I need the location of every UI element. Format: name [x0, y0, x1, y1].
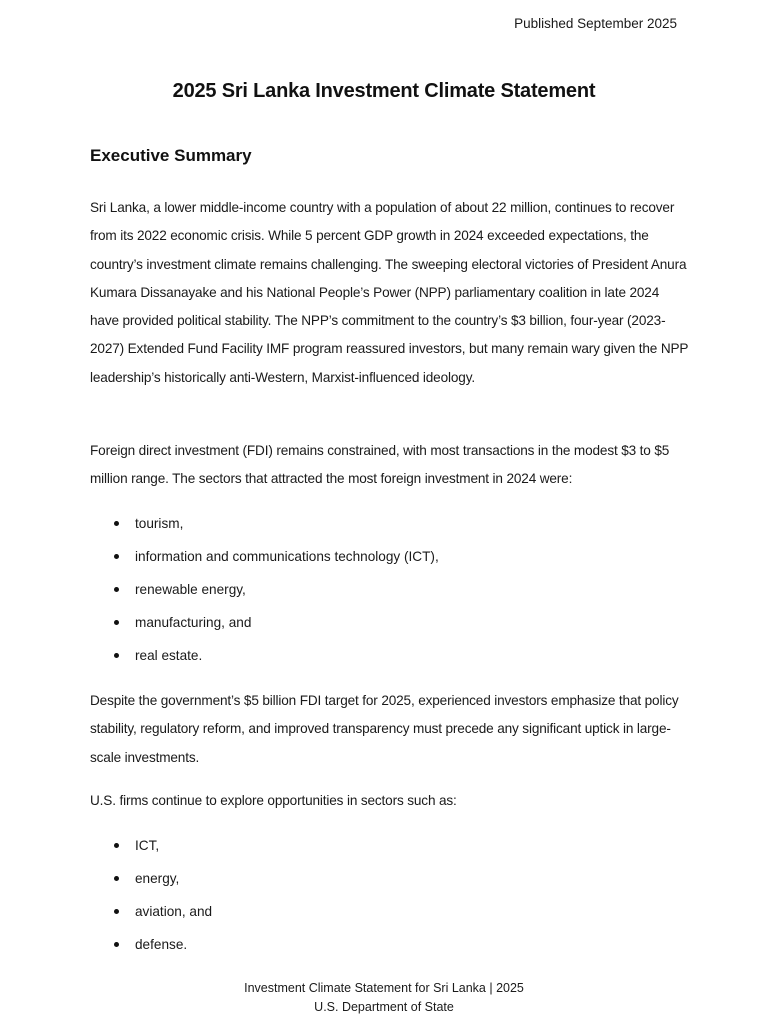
list-item: information and communications technology (ICT),: [90, 547, 439, 580]
bullet-icon: [114, 653, 119, 658]
list-item: aviation, and: [90, 902, 212, 935]
list-item: real estate.: [90, 646, 439, 679]
paragraph-fdi-target: Despite the government’s $5 billion FDI target for 2025, experienced investors emphasize that policy stability, regulatory reform, and improved transparency must precede any significant uptick in large-scale investments.: [90, 693, 679, 765]
footer-title: Investment Climate Statement for Sri Lanka | 2025: [244, 981, 524, 995]
section-heading-executive-summary: Executive Summary: [90, 146, 252, 165]
paragraph-overview: Sri Lanka, a lower middle-income country with a population of about 22 million, continues to recover from its 2022 economic crisis. While 5 percent GDP growth in 2024 exceeded expectations, the country’s investment climate remains challenging. The sweeping electoral victories of President Anura Kumara Dissanayake and his National People’s Power (NPP) parliamentary coalition in late 2024 have provided political stability. The NPP’s commitment to the country’s $3 billion, four-year (2023-2027) Extended Fund Facility IMF program reassured investors, but many remain wary given the NPP leadership’s historically anti-Western, Marxist-influenced ideology.: [90, 200, 689, 385]
list-item: energy,: [90, 869, 212, 902]
list-item: tourism,: [90, 514, 439, 547]
bullet-icon: [114, 587, 119, 592]
list-item: renewable energy,: [90, 580, 439, 613]
paragraph-fdi: Foreign direct investment (FDI) remains constrained, with most transactions in the modest $3 to $5 million range. The sectors that attracted the most foreign investment in 2024 were:: [90, 443, 670, 487]
bullet-icon: [114, 521, 119, 526]
fdi-sectors-list: [90, 514, 439, 679]
bullet-icon: [114, 942, 119, 947]
footer-department: U.S. Department of State: [314, 1000, 454, 1014]
us-sectors-list: [90, 836, 212, 968]
list-item: manufacturing, and: [90, 613, 439, 646]
list-item: defense.: [90, 935, 212, 968]
bullet-icon: [114, 909, 119, 914]
bullet-icon: [114, 554, 119, 559]
bullet-icon: [114, 876, 119, 881]
published-date: Published September 2025: [514, 16, 677, 31]
bullet-icon: [114, 620, 119, 625]
bullet-icon: [114, 843, 119, 848]
document-title: 2025 Sri Lanka Investment Climate Statement: [172, 80, 596, 102]
list-item: ICT,: [90, 836, 212, 869]
paragraph-us-firms: U.S. firms continue to explore opportunities in sectors such as:: [90, 793, 457, 808]
page-footer: [0, 979, 768, 1017]
